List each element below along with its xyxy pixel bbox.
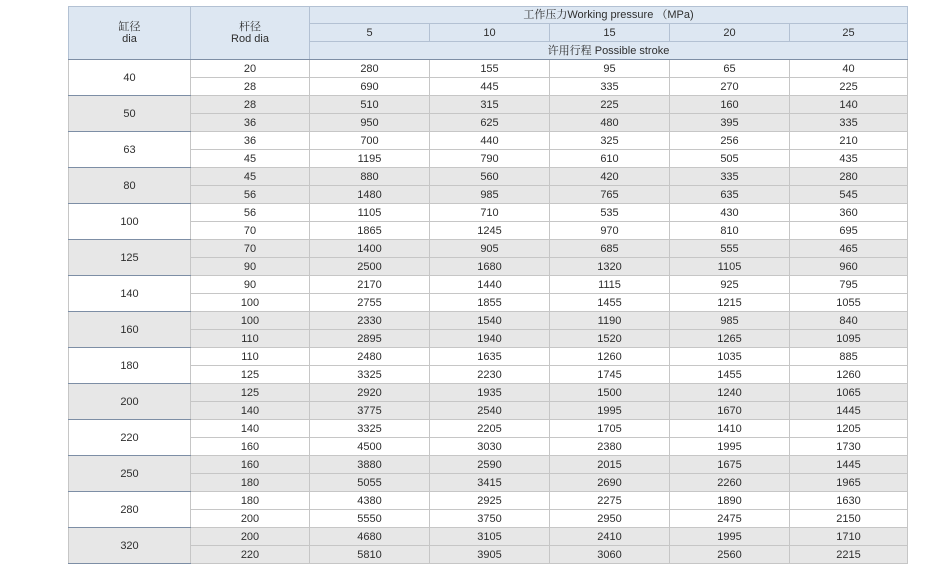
stroke-cell: 970: [550, 222, 670, 240]
stroke-cell: 2410: [550, 528, 670, 546]
stroke-cell: 810: [670, 222, 790, 240]
stroke-cell: 1265: [670, 330, 790, 348]
stroke-cell: 1205: [790, 420, 908, 438]
cylinder-dia-cell: 100: [69, 204, 191, 240]
table-row: [69, 168, 908, 186]
stroke-cell: 2540: [430, 402, 550, 420]
table-row: [69, 60, 908, 78]
stroke-cell: 985: [430, 186, 550, 204]
stroke-cell: 225: [550, 96, 670, 114]
stroke-cell: 1635: [430, 348, 550, 366]
stroke-spec-table: [68, 6, 908, 564]
rod-dia-cell: 110: [191, 348, 310, 366]
table-row: [69, 420, 908, 438]
stroke-cell: 1455: [550, 294, 670, 312]
table-row: [69, 312, 908, 330]
cylinder-dia-header: [69, 7, 191, 60]
stroke-cell: 1705: [550, 420, 670, 438]
stroke-cell: 210: [790, 132, 908, 150]
stroke-cell: 2755: [310, 294, 430, 312]
stroke-cell: 2590: [430, 456, 550, 474]
working-pressure-header: 工作压力Working pressure （MPa): [310, 7, 908, 24]
table-row: [69, 456, 908, 474]
table-row: [69, 330, 908, 348]
stroke-cell: 2260: [670, 474, 790, 492]
stroke-cell: 1410: [670, 420, 790, 438]
stroke-cell: 95: [550, 60, 670, 78]
stroke-cell: 1245: [430, 222, 550, 240]
stroke-cell: 1630: [790, 492, 908, 510]
stroke-cell: 1190: [550, 312, 670, 330]
stroke-cell: 1320: [550, 258, 670, 276]
rod-dia-header-zh: 杆径: [239, 21, 261, 33]
rod-dia-cell: 140: [191, 420, 310, 438]
stroke-cell: 445: [430, 78, 550, 96]
pressure-column-header: 20: [670, 24, 790, 42]
stroke-cell: 465: [790, 240, 908, 258]
rod-dia-cell: 56: [191, 204, 310, 222]
rod-dia-cell: 56: [191, 186, 310, 204]
table-row: [69, 384, 908, 402]
rod-dia-cell: 180: [191, 492, 310, 510]
rod-dia-cell: 125: [191, 384, 310, 402]
stroke-cell: 3415: [430, 474, 550, 492]
rod-dia-cell: 90: [191, 258, 310, 276]
rod-dia-cell: 160: [191, 438, 310, 456]
stroke-cell: 3325: [310, 420, 430, 438]
stroke-cell: 1215: [670, 294, 790, 312]
stroke-cell: 480: [550, 114, 670, 132]
stroke-cell: 1400: [310, 240, 430, 258]
stroke-cell: 2330: [310, 312, 430, 330]
cylinder-dia-header-zh: 缸径: [118, 21, 141, 33]
cylinder-dia-cell: 220: [69, 420, 191, 456]
pressure-column-header: 10: [430, 24, 550, 42]
stroke-cell: 710: [430, 204, 550, 222]
stroke-cell: 4380: [310, 492, 430, 510]
table-row: [69, 366, 908, 384]
rod-dia-cell: 70: [191, 240, 310, 258]
stroke-cell: 3880: [310, 456, 430, 474]
stroke-cell: 695: [790, 222, 908, 240]
stroke-cell: 435: [790, 150, 908, 168]
stroke-cell: 256: [670, 132, 790, 150]
rod-dia-cell: 140: [191, 402, 310, 420]
stroke-cell: 2690: [550, 474, 670, 492]
stroke-cell: 1095: [790, 330, 908, 348]
stroke-cell: 1440: [430, 276, 550, 294]
cylinder-dia-cell: 320: [69, 528, 191, 564]
rod-dia-header-en: Rod dia: [231, 33, 269, 45]
stroke-cell: 4680: [310, 528, 430, 546]
stroke-cell: 905: [430, 240, 550, 258]
stroke-cell: 690: [310, 78, 430, 96]
stroke-cell: 1105: [310, 204, 430, 222]
stroke-cell: 335: [550, 78, 670, 96]
stroke-cell: 3105: [430, 528, 550, 546]
rod-dia-cell: 45: [191, 150, 310, 168]
stroke-cell: 4500: [310, 438, 430, 456]
stroke-cell: 2475: [670, 510, 790, 528]
stroke-cell: 2230: [430, 366, 550, 384]
cylinder-dia-cell: 200: [69, 384, 191, 420]
header-row-pressure-title: [69, 7, 908, 24]
stroke-cell: 880: [310, 168, 430, 186]
pressure-column-header: 15: [550, 24, 670, 42]
stroke-cell: 315: [430, 96, 550, 114]
stroke-cell: 560: [430, 168, 550, 186]
table-header: [69, 7, 908, 60]
stroke-cell: 1965: [790, 474, 908, 492]
stroke-cell: 2150: [790, 510, 908, 528]
stroke-cell: 280: [310, 60, 430, 78]
stroke-cell: 1995: [670, 438, 790, 456]
cylinder-dia-cell: 140: [69, 276, 191, 312]
stroke-cell: 3325: [310, 366, 430, 384]
stroke-cell: 440: [430, 132, 550, 150]
stroke-cell: 2560: [670, 546, 790, 564]
possible-stroke-header: 许用行程 Possible stroke: [310, 42, 908, 60]
stroke-cell: 1745: [550, 366, 670, 384]
table-row: [69, 528, 908, 546]
stroke-cell: 1445: [790, 456, 908, 474]
stroke-cell: 325: [550, 132, 670, 150]
table-row: [69, 222, 908, 240]
rod-dia-header: [191, 7, 310, 60]
table-row: [69, 204, 908, 222]
rod-dia-cell: 36: [191, 132, 310, 150]
rod-dia-cell: 20: [191, 60, 310, 78]
stroke-cell: 1055: [790, 294, 908, 312]
stroke-cell: 1995: [550, 402, 670, 420]
stroke-cell: 1260: [550, 348, 670, 366]
stroke-cell: 1935: [430, 384, 550, 402]
table-row: [69, 438, 908, 456]
rod-dia-cell: 70: [191, 222, 310, 240]
stroke-cell: 5550: [310, 510, 430, 528]
stroke-cell: 685: [550, 240, 670, 258]
stroke-cell: 1455: [670, 366, 790, 384]
stroke-cell: 2215: [790, 546, 908, 564]
stroke-cell: 765: [550, 186, 670, 204]
rod-dia-cell: 100: [191, 294, 310, 312]
rod-dia-cell: 28: [191, 78, 310, 96]
stroke-cell: 2170: [310, 276, 430, 294]
stroke-cell: 535: [550, 204, 670, 222]
stroke-cell: 140: [790, 96, 908, 114]
cylinder-dia-cell: 180: [69, 348, 191, 384]
stroke-cell: 1480: [310, 186, 430, 204]
table-row: [69, 150, 908, 168]
stroke-cell: 2380: [550, 438, 670, 456]
rod-dia-cell: 28: [191, 96, 310, 114]
stroke-cell: 395: [670, 114, 790, 132]
stroke-cell: 1865: [310, 222, 430, 240]
table-row: [69, 78, 908, 96]
stroke-cell: 360: [790, 204, 908, 222]
stroke-cell: 1500: [550, 384, 670, 402]
stroke-cell: 1065: [790, 384, 908, 402]
stroke-cell: 1520: [550, 330, 670, 348]
stroke-cell: 3905: [430, 546, 550, 564]
rod-dia-cell: 110: [191, 330, 310, 348]
stroke-cell: 1855: [430, 294, 550, 312]
cylinder-dia-header-en: dia: [122, 33, 137, 45]
stroke-cell: 700: [310, 132, 430, 150]
stroke-cell: 505: [670, 150, 790, 168]
table-row: [69, 546, 908, 564]
stroke-cell: 335: [670, 168, 790, 186]
rod-dia-cell: 125: [191, 366, 310, 384]
stroke-cell: 5055: [310, 474, 430, 492]
stroke-cell: 420: [550, 168, 670, 186]
rod-dia-cell: 100: [191, 312, 310, 330]
table-row: [69, 186, 908, 204]
table-row: [69, 258, 908, 276]
stroke-cell: 1540: [430, 312, 550, 330]
stroke-cell: 1730: [790, 438, 908, 456]
table-row: [69, 348, 908, 366]
stroke-cell: 1115: [550, 276, 670, 294]
cylinder-dia-cell: 40: [69, 60, 191, 96]
rod-dia-cell: 200: [191, 510, 310, 528]
stroke-cell: 2920: [310, 384, 430, 402]
rod-dia-cell: 220: [191, 546, 310, 564]
stroke-cell: 1035: [670, 348, 790, 366]
cylinder-dia-cell: 160: [69, 312, 191, 348]
stroke-cell: 1445: [790, 402, 908, 420]
stroke-cell: 430: [670, 204, 790, 222]
stroke-cell: 1675: [670, 456, 790, 474]
rod-dia-cell: 180: [191, 474, 310, 492]
stroke-cell: 1240: [670, 384, 790, 402]
stroke-cell: 950: [310, 114, 430, 132]
stroke-cell: 5810: [310, 546, 430, 564]
table-row: [69, 132, 908, 150]
rod-dia-cell: 45: [191, 168, 310, 186]
stroke-cell: 790: [430, 150, 550, 168]
stroke-cell: 840: [790, 312, 908, 330]
stroke-cell: 1710: [790, 528, 908, 546]
pressure-column-header: 25: [790, 24, 908, 42]
stroke-cell: 3750: [430, 510, 550, 528]
stroke-cell: 40: [790, 60, 908, 78]
stroke-cell: 270: [670, 78, 790, 96]
stroke-cell: 625: [430, 114, 550, 132]
stroke-cell: 3060: [550, 546, 670, 564]
table-row: [69, 240, 908, 258]
stroke-cell: 1995: [670, 528, 790, 546]
stroke-cell: 795: [790, 276, 908, 294]
stroke-cell: 2895: [310, 330, 430, 348]
stroke-cell: 885: [790, 348, 908, 366]
stroke-cell: 2480: [310, 348, 430, 366]
stroke-cell: 925: [670, 276, 790, 294]
stroke-cell: 2275: [550, 492, 670, 510]
rod-dia-cell: 36: [191, 114, 310, 132]
table-row: [69, 510, 908, 528]
stroke-cell: 1670: [670, 402, 790, 420]
table-body: [69, 60, 908, 564]
stroke-cell: 65: [670, 60, 790, 78]
table-row: [69, 114, 908, 132]
stroke-cell: 2205: [430, 420, 550, 438]
stroke-cell: 1680: [430, 258, 550, 276]
stroke-cell: 960: [790, 258, 908, 276]
stroke-cell: 2925: [430, 492, 550, 510]
rod-dia-cell: 160: [191, 456, 310, 474]
stroke-cell: 1195: [310, 150, 430, 168]
cylinder-dia-cell: 63: [69, 132, 191, 168]
rod-dia-cell: 90: [191, 276, 310, 294]
cylinder-dia-cell: 125: [69, 240, 191, 276]
stroke-cell: 2015: [550, 456, 670, 474]
table-row: [69, 294, 908, 312]
stroke-cell: 1260: [790, 366, 908, 384]
stroke-cell: 510: [310, 96, 430, 114]
stroke-cell: 3030: [430, 438, 550, 456]
stroke-cell: 280: [790, 168, 908, 186]
stroke-cell: 635: [670, 186, 790, 204]
stroke-cell: 1890: [670, 492, 790, 510]
stroke-cell: 545: [790, 186, 908, 204]
cylinder-dia-cell: 50: [69, 96, 191, 132]
table-row: [69, 96, 908, 114]
stroke-cell: 610: [550, 150, 670, 168]
stroke-cell: 3775: [310, 402, 430, 420]
stroke-cell: 555: [670, 240, 790, 258]
stroke-cell: 1940: [430, 330, 550, 348]
table-row: [69, 474, 908, 492]
cylinder-dia-cell: 250: [69, 456, 191, 492]
table-row: [69, 492, 908, 510]
rod-dia-cell: 200: [191, 528, 310, 546]
stroke-cell: 225: [790, 78, 908, 96]
stroke-cell: 335: [790, 114, 908, 132]
stroke-cell: 985: [670, 312, 790, 330]
cylinder-dia-cell: 80: [69, 168, 191, 204]
stroke-cell: 2500: [310, 258, 430, 276]
pressure-column-header: 5: [310, 24, 430, 42]
table-row: [69, 276, 908, 294]
stroke-cell: 2950: [550, 510, 670, 528]
stroke-cell: 1105: [670, 258, 790, 276]
cylinder-dia-cell: 280: [69, 492, 191, 528]
table-row: [69, 402, 908, 420]
stroke-cell: 160: [670, 96, 790, 114]
stroke-cell: 155: [430, 60, 550, 78]
